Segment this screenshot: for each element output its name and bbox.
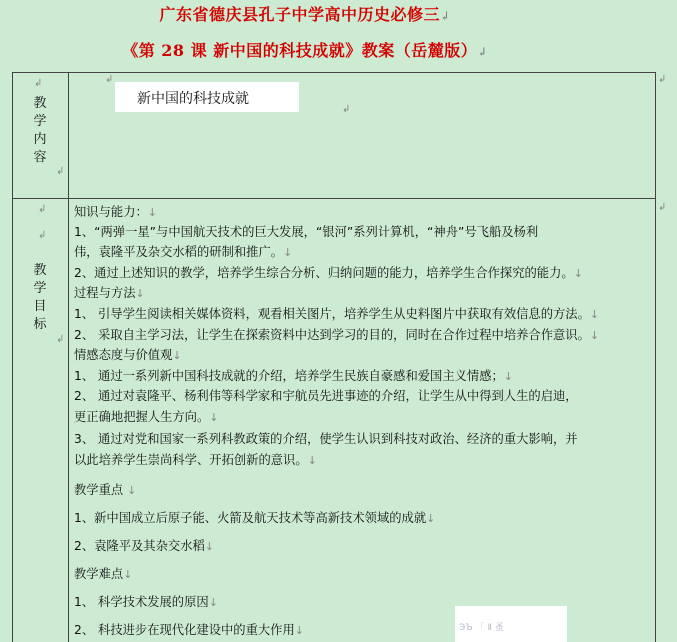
watermark-text: ЭЪ 「 Ⅱ 蚤 — [459, 623, 504, 633]
table-row-divider — [12, 198, 656, 199]
paragraph-mark: ↲ — [38, 204, 47, 215]
row-label-teaching-content: 教 学 内 容 — [33, 96, 47, 165]
table-border-right — [655, 72, 656, 642]
paragraph-mark: ↲ — [56, 334, 65, 345]
paragraph-mark: ↲ — [38, 230, 47, 241]
paragraph-mark: ↲ — [34, 78, 43, 89]
text-line: 2、 采取自主学习法，让学生在探索资料中达到学习的目的，同时在合作过程中培养合作意识。↓ — [74, 328, 600, 342]
text-line: 1、新中国成立后原子能、火箭及航天技术等高新技术领域的成就↓ — [74, 511, 436, 525]
section-heading-attitude: 情感态度与价值观↓ — [74, 348, 182, 362]
document-title-line1: 广东省德庆县孔子中学高中历史必修三↲ — [159, 5, 451, 24]
paragraph-mark: ↲ — [658, 202, 667, 213]
paragraph-mark: ↲ — [342, 104, 351, 115]
text-line: 2、 科技进步在现代化建设中的重大作用↓ — [74, 623, 304, 637]
text-line: 2、袁隆平及其杂交水稻↓ — [74, 539, 215, 553]
section-heading-key-points: 教学重点 ↓ — [74, 483, 137, 497]
section-heading-process: 过程与方法↓ — [74, 286, 145, 300]
section-heading-difficulties: 教学难点↓ — [74, 567, 133, 581]
section-heading-knowledge: 知识与能力：↓ — [74, 205, 158, 219]
paragraph-mark: ↲ — [105, 74, 114, 85]
watermark-patch — [455, 606, 567, 642]
text-line: 2、通过上述知识的教学，培养学生综合分析、归纳问题的能力，培养学生合作探究的能力。↓ — [74, 266, 583, 280]
text-line: 2、 通过对袁隆平、杨利伟等科学家和宇航员先进事迹的介绍，让学生从中得到人生的启迪， — [74, 389, 578, 403]
text-line: 1、 科学技术发展的原因↓ — [74, 595, 218, 609]
text-line: 以此培养学生崇尚科学、开拓创新的意识。↓ — [74, 453, 317, 467]
paragraph-mark: ↲ — [56, 166, 65, 177]
document-title-line2: 《第 28 课 新中国的科技成就》教案（岳麓版）↲ — [122, 41, 488, 60]
text-line: 1、 通过一系列新中国科技成就的介绍，培养学生民族自豪感和爱国主义情感；↓ — [74, 369, 514, 383]
text-line: 1、 引导学生阅读相关媒体资料，观看相关图片，培养学生从史料图片中获取有效信息的方法。↓ — [74, 307, 600, 321]
paragraph-mark: ↲ — [658, 74, 667, 85]
text-line: 3、 通过对党和国家一系列科教政策的介绍，使学生认识到科技对政治、经济的重大影响，并 — [74, 432, 578, 446]
text-line: 1、“两弹一星”与中国航天技术的巨大发展，“银河”系列计算机，“神舟”号飞船及杨利 — [74, 225, 539, 239]
lesson-topic: 新中国的科技成就 — [115, 82, 299, 112]
table-border-top — [12, 72, 656, 73]
text-line: 更正确地把握人生方向。↓ — [74, 410, 219, 424]
row-label-teaching-objectives: 教 学 目 标 — [33, 263, 47, 332]
text-line: 伟，袁隆平及杂交水稻的研制和推广。↓ — [74, 245, 293, 259]
